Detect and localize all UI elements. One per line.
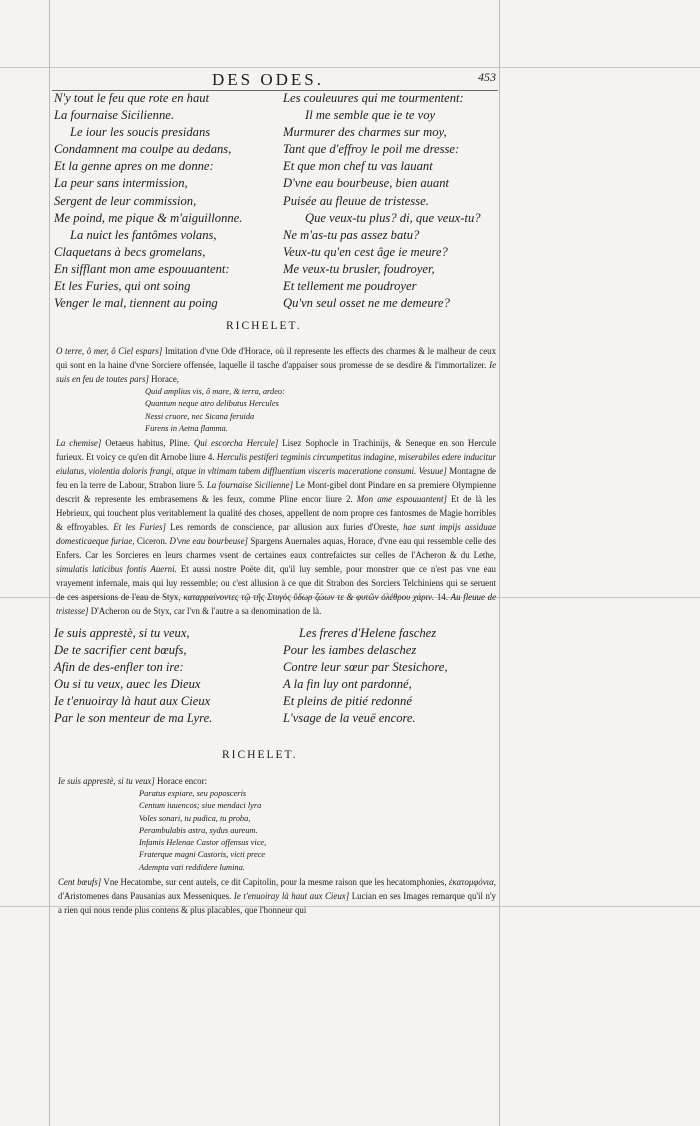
grid-line-left [49, 0, 50, 1126]
quote-line: Nessi cruore, nec Sicana feruida [145, 411, 255, 421]
lemma: Et les Furies] [113, 522, 166, 533]
commentary-text: D'Acheron ou de Styx, car l'vn & l'autre a sa denomination de là. [88, 606, 322, 617]
verse-line: Murmurer des charmes sur moy, [283, 125, 447, 140]
quote-line: Infamis Helenae Castor offensus vice, [139, 838, 267, 848]
verse-line: Et la genne apres on me donne: [54, 159, 214, 174]
verse-line: Veux-tu qu'en cest âge ie meure? [283, 244, 448, 259]
commentary-text: 14. [434, 592, 448, 603]
lemma: O terre, ô mer, ô Ciel espars] [56, 346, 163, 356]
quote-line: Fraterque magni Castoris, victi prece [139, 850, 266, 860]
verse-line: A la fin luy ont pardonné, [283, 677, 412, 692]
verse-line: Claquetans à becs gromelans, [54, 244, 206, 259]
commentary-text: Lisez Sophocle in Trachinijs, & Seneque en son Hercule furieux. Et voicy ce qu'en dit Arnobe liure 4. [56, 438, 497, 463]
verse-line: Et tellement me poudroyer [283, 279, 417, 294]
lemma: Ie suis apprestè, si tu veux] [58, 776, 155, 786]
lemma: Mon ame espouuantent] [356, 494, 447, 505]
latin-citation: Herculis pestiferi tegminis circumpetitus indagine, miserabiles edere inducitur eiulatus, violentia doloris frangi, atque in vltimam tabem diffluentium visceris maceratione consumi. [56, 452, 496, 477]
verse-line: Le iour les soucis presidans [70, 125, 211, 140]
running-head: DES ODES. [212, 70, 325, 89]
verse-line: Sergent de leur commission, [54, 193, 197, 208]
verse-line: Les couleuures qui me tourmentent: [283, 91, 464, 105]
quote-line: Paratus expiare, seu poposceris [139, 789, 247, 798]
verse-line: Ie t'enuoiray là haut aux Cieux [54, 694, 211, 709]
verse-line: La fournaise Sicilienne. [54, 108, 174, 123]
verse-line: La peur sans intermission, [54, 176, 188, 191]
commentary-text: Montagne de feu en la terre de Labour, Strabon liure 5. [56, 466, 497, 491]
commentary-block-2 [58, 774, 496, 917]
commentary-text: Le Mont-gibel dont Pindare en sa premiere Olympienne descrit & represente les embrasemens & les feux, comme Pline encor liure 2. [56, 480, 497, 505]
verse-line: Pour les iambes delaschez [283, 643, 417, 658]
commentary-paragraph [58, 875, 496, 917]
commentary-text: Ciceron. [134, 536, 168, 547]
grid-line-top [0, 67, 700, 68]
latin-quote [56, 386, 496, 435]
verse-line: Qu'vn seul osset ne me demeure? [283, 296, 450, 311]
commentary-text: Et aussi nostre Poëte dit, qu'il luy semble, pour monstrer que ce n'est pas vne eau vrayement infernale, mais qui luy ressemble; ou c'est allusion à ce que dit Strabon des Sorciers Telchiniens qui se seruent de ces aspersions de l'eau de Styx, [56, 564, 496, 603]
verse-line: Et les Furies, qui ont soing [54, 279, 191, 294]
verse-line: Et que mon chef tu vas lauant [283, 159, 433, 174]
lemma: Cent bœufs] [58, 877, 102, 888]
quote-line: Perambulabis astra, sydus aureum. [139, 825, 258, 835]
verse-line: Contre leur sœur par Stesichore, [283, 660, 448, 675]
greek-citation: ἑκατομφόνια, [448, 877, 496, 888]
verse-line: En sifflant mon ame espouuantent: [54, 261, 230, 276]
stanza-1-right-column [283, 90, 481, 312]
stanza-1-left-column [54, 90, 242, 312]
commentary-paragraph [56, 344, 496, 386]
lemma: Ie t'enuoiray là haut aux Cieux] [233, 891, 350, 902]
lemma: Ie suis en feu de toutes pars] [56, 360, 497, 384]
verse-line: Il me semble que ie te voy [305, 108, 436, 123]
verse-line: N'y tout le feu que rote en haut [54, 91, 210, 105]
section-title: RICHELET. [222, 749, 298, 761]
lemma: Au fleuue de tristesse] [56, 592, 497, 617]
commentary-text: d'Aristomenes dans Pausanias aux Messeniques. [58, 891, 232, 902]
verse-line: Et pleins de pitié redonné [283, 694, 412, 709]
lemma: Qui escorcha Hercule] [193, 438, 279, 449]
commentary-paragraph [56, 436, 496, 618]
verse-line: Condamnent ma coulpe au dedans, [54, 142, 232, 157]
commentary-text: Horace encor: [154, 776, 208, 786]
verse-line: Que veux-tu plus? di, que veux-tu? [305, 210, 481, 225]
lemma: La chemise] [56, 438, 102, 449]
verse-line: La nuict les fantômes volans, [70, 227, 217, 242]
commentary-text: Lucian en ses Images remarque qu'il n'y a rien qui nous rende plus contens & plus placables, que l'honneur qui [58, 891, 496, 916]
commentary-text: Vne Hecatombe, sur cent autels, ce dit Capitolin, pour la mesme raison que les hecatomphonies, [101, 877, 447, 888]
latin-quote [58, 788, 496, 874]
stanza-2-right-column [283, 625, 448, 728]
verse-line: Ne m'as-tu pas assez batu? [283, 227, 420, 242]
verse-line: D'vne eau bourbeuse, bien auant [283, 176, 450, 191]
verse-line: De te sacrifier cent bœufs, [54, 643, 187, 658]
greek-citation: καταρραίνοντες τῷ τῆς Στυγὸς ὕδωρ ζώων τε & φυτῶν ὀλέθρου χάριν. [183, 592, 435, 603]
commentary-paragraph [58, 774, 496, 788]
verse-line: Me veux-tu brusler, foudroyer, [283, 261, 435, 276]
verse-line: Puisée au fleuue de tristesse. [283, 193, 429, 208]
lemma: D'vne eau bourbeuse] [169, 536, 249, 547]
latin-citation: simulatis laticibus fontis Auerni. [56, 564, 177, 575]
quote-line: Adempta vati reddidere lumina. [139, 862, 245, 872]
verse-line: Me poind, me pique & m'aiguillonne. [54, 210, 243, 225]
verse-line: Par le son menteur de ma Lyre. [54, 711, 213, 726]
quote-line: Centum iuuencos; siue mendaci lyra [139, 801, 262, 811]
commentary-text: Horace, [148, 374, 179, 384]
commentary-text: Les remords de conscience, par allusion aux furies d'Oreste, [165, 522, 399, 533]
quote-line: Quid amplius vis, ô mare, & terra, ardeo: [145, 387, 285, 396]
latin-citation: hae sunt impijs assiduae domesticaeque furiae, [56, 522, 497, 547]
verse-line: Tant que d'effroy le poil me dresse: [283, 142, 460, 157]
verse-line: Ou si tu veux, auec les Dieux [54, 677, 201, 692]
verse-line: Les freres d'Helene faschez [299, 626, 437, 640]
commentary-text: Spargens Auernales aquas, Horace, d'vne eau qui ressemble celle des Enfers. Car les Sorcieres en leurs charmes vsent de certaines eaux contrefaictes sur celles de l'Acheron & du Lethe, [56, 536, 496, 561]
lemma: Vesuue] [418, 466, 447, 477]
verse-line: L'vsage de la veuë encore. [283, 711, 416, 726]
commentary-text: Et de là les Hebrieux, qui touchent plus veritablement la qualité des choses, appellent de nom propre ces fantosmes de Magie horribles & effroyables. [56, 494, 496, 533]
commentary-block-1 [56, 344, 496, 618]
verse-line: Venger le mal, tiennent au poing [54, 296, 218, 311]
stanza-2-left-column [54, 625, 212, 728]
verse-line: Afin de des-enfler ton ire: [54, 660, 184, 675]
verse-line: Ie suis apprestè, si tu veux, [54, 626, 190, 640]
page-number: 453 [478, 70, 496, 84]
grid-line-right [499, 0, 500, 1126]
commentary-text: Oetaeus habitus, Pline. [101, 438, 190, 449]
quote-line: Quantum neque atro delibutus Hercules [145, 399, 279, 409]
quote-line: Furens in Aetna flamma. [145, 423, 228, 433]
section-title: RICHELET. [226, 320, 302, 332]
commentary-text: Imitation d'vne Ode d'Horace, où il represente les effects des charmes & le malheur de ceux qui sont en la haine d'vne Sorciere offensée, laquelle il tasche d'appaiser sous promesse de se desdire & l'immortalizer. [56, 346, 497, 370]
lemma: La fournaise Sicilienne] [206, 480, 294, 491]
quote-line: Voles sonari, tu pudica, tu proba, [139, 813, 251, 823]
